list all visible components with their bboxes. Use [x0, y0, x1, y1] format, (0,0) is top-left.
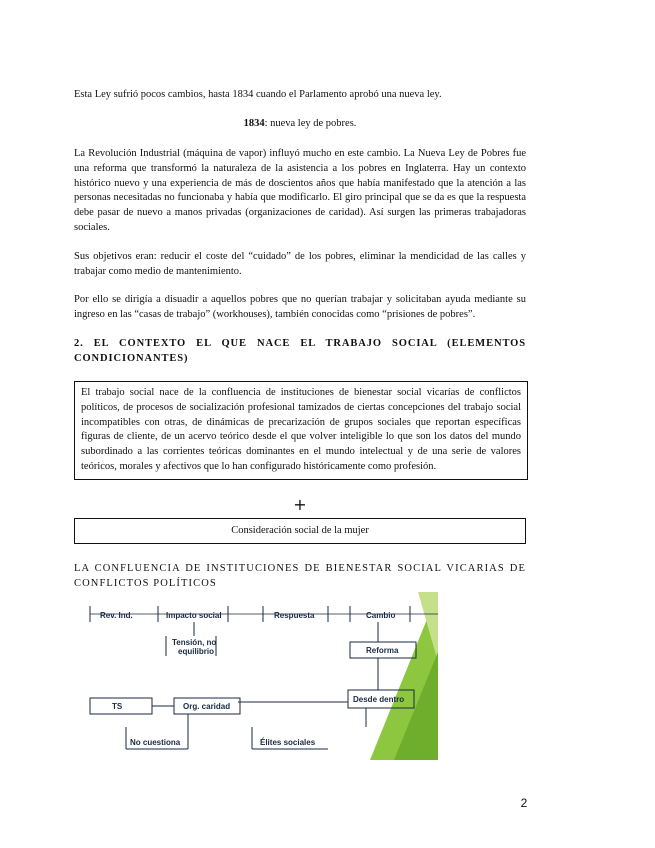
node-ts: TS — [112, 702, 123, 711]
paragraph-intro: Esta Ley sufrió pocos cambios, hasta 1834 cuando el Parlamento aprobó una nueva ley. — [74, 89, 442, 100]
paragraph-revolucion: La Revolución Industrial (máquina de vapor) influyó mucho en este cambio. La Nueva Ley de Pobres fue una reforma que transformó la naturaleza de la asistencia a los pobres en Inglaterra. Hay un contexto histórico nuevo y una experiencia de más de doscientos años que había manifestado que la atención a las personas necesitadas no funcionaba y había que modificarlo. El giro principal que se da es que la respuesta debe pasar de nuevo a manos privadas (organizaciones de caridad). Así surgen las primeras trabajadoras sociales. — [74, 148, 526, 233]
node-tension-1: Tensión, no — [172, 638, 217, 647]
confluencia-diagram — [88, 592, 438, 760]
node-respuesta: Respuesta — [274, 611, 315, 620]
node-org-caridad: Org. caridad — [183, 702, 231, 711]
subtitle-rest: : nueva ley de pobres. — [264, 118, 357, 129]
node-no-cuestiona: No cuestiona — [130, 738, 181, 747]
mujer-box: Consideración social de la mujer — [74, 518, 526, 544]
node-tension-2: equilibrio — [178, 647, 214, 656]
paragraph-workhouses: Por ello se dirigía a disuadir a aquellos pobres que no querían trabajar y solicitaban ayuda mediante su ingreso en las “casas de trabajo” (workhouses), también conocidas como “prisiones de pobres”. — [74, 294, 526, 320]
definition-box: El trabajo social nace de la confluencia de instituciones de bienestar social vicarías de conflictos políticos, de procesos de socialización profesional tamizados de ciertas concepciones del trabajo social incompatibles con otras, de dinámicas de precarización de grupos sociales que reportan específicas figuras de cliente, de un acervo teórico desde el que volver inteligible lo que son los datos del mundo subordinado a las corrientes teóricas dominantes en el mundo intelectual y de una serie de valores teóricos, morales y afectivos que lo han configurado históricamente como profesión. — [74, 381, 528, 480]
node-elites-sociales: Élites sociales — [260, 738, 316, 747]
paragraph-objetivos: Sus objetivos eran: reducir el coste del “cuidado” de los pobres, eliminar la mendicidad de las calles y trabajar como medio de mantenimiento. — [74, 251, 526, 277]
plus-sign: + — [293, 495, 307, 514]
subtitle-year: 1834 — [243, 118, 265, 129]
section-subheading-confluencia: LA CONFLUENCIA DE INSTITUCIONES DE BIENESTAR SOCIAL VICARIAS DE CONFLICTOS POLÍTICOS — [74, 563, 526, 589]
node-impacto-social: Impacto social — [166, 611, 222, 620]
page-number: 2 — [520, 796, 528, 810]
subtitle-1834 — [74, 117, 526, 132]
node-desde-dentro: Desde dentro — [353, 695, 405, 704]
node-rev-ind: Rev. Ind. — [100, 611, 133, 620]
node-cambio: Cambio — [366, 611, 396, 620]
section-heading-contexto: 2. EL CONTEXTO EL QUE NACE EL TRABAJO SOCIAL (ELEMENTOS CONDICIONANTES) — [74, 338, 526, 364]
node-reforma: Reforma — [366, 646, 399, 655]
